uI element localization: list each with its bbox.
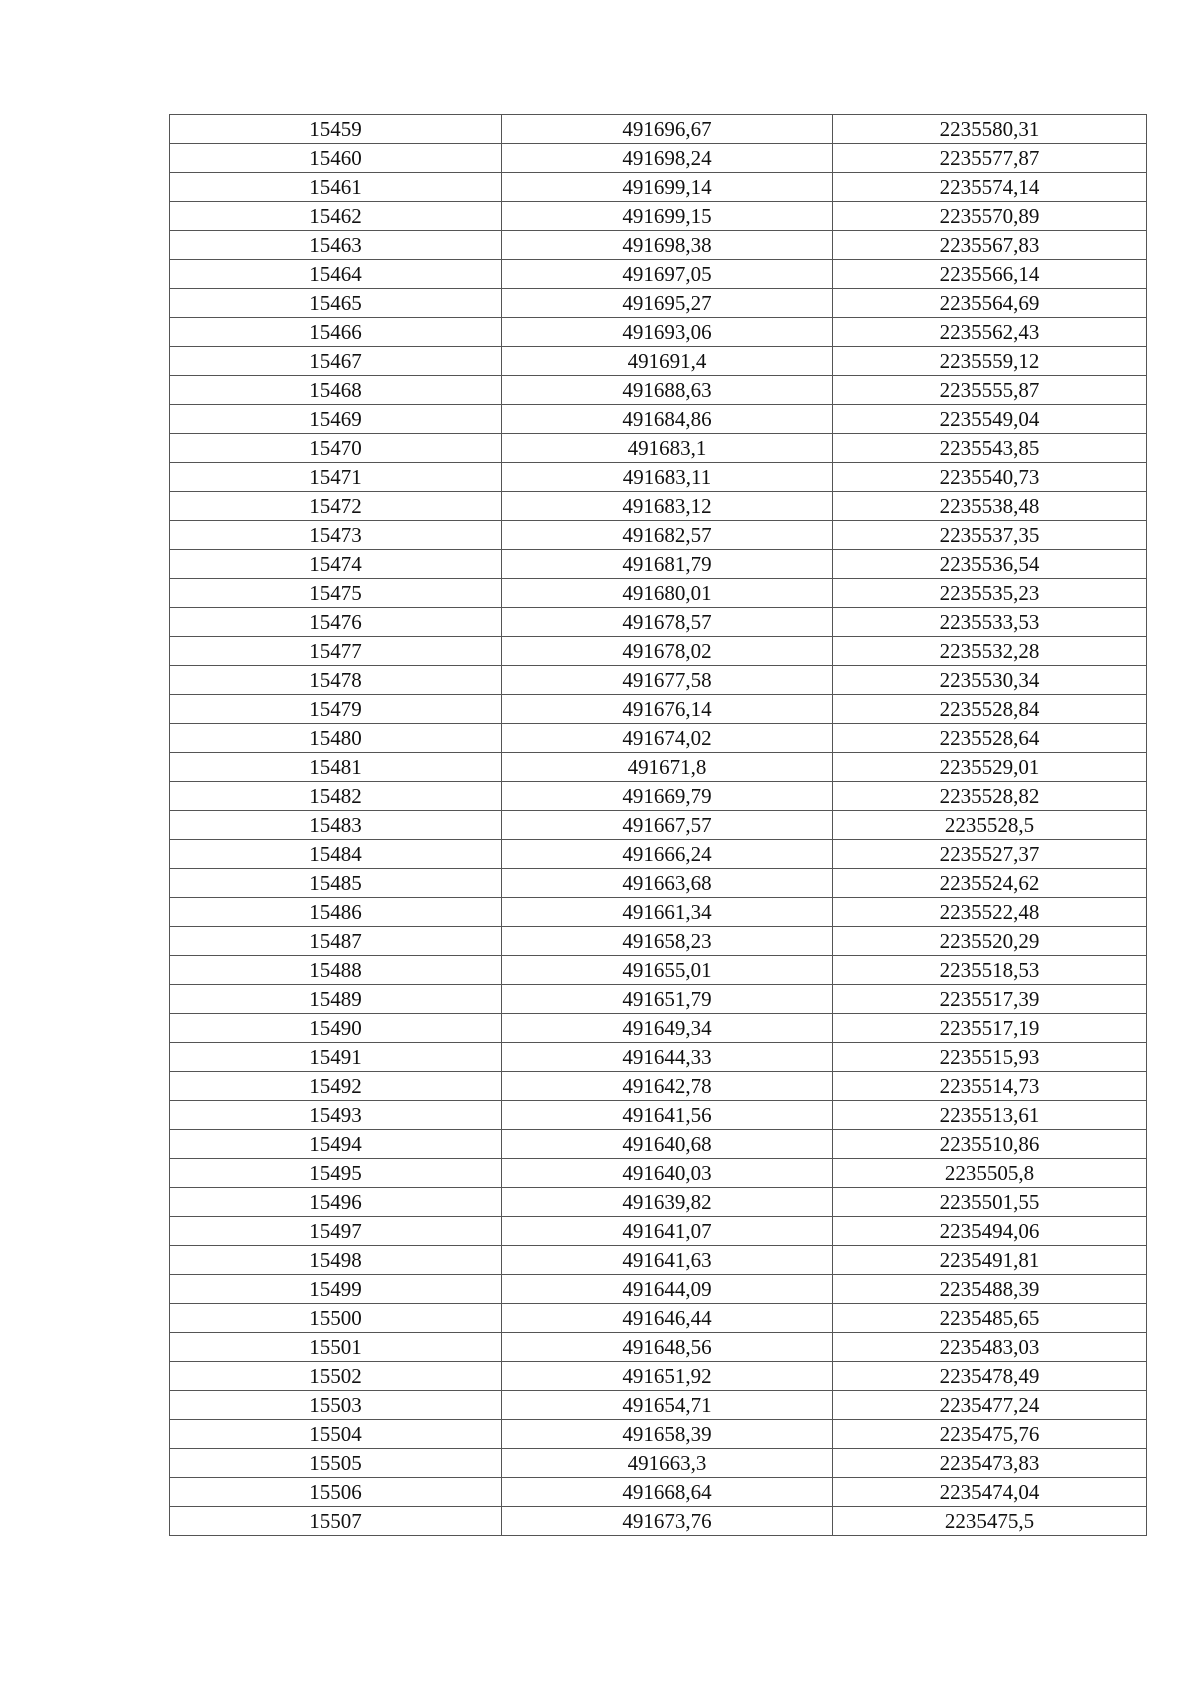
point-number-cell: 15461 bbox=[170, 173, 502, 202]
point-number-cell: 15462 bbox=[170, 202, 502, 231]
table-row bbox=[170, 898, 1147, 927]
table-row bbox=[170, 811, 1147, 840]
y-coordinate-cell: 2235532,28 bbox=[833, 637, 1147, 666]
y-coordinate-cell: 2235488,39 bbox=[833, 1275, 1147, 1304]
point-number-cell: 15473 bbox=[170, 521, 502, 550]
y-coordinate-cell: 2235520,29 bbox=[833, 927, 1147, 956]
table-row bbox=[170, 318, 1147, 347]
table-row bbox=[170, 492, 1147, 521]
y-coordinate-cell: 2235528,84 bbox=[833, 695, 1147, 724]
x-coordinate-cell: 491651,92 bbox=[502, 1362, 833, 1391]
y-coordinate-cell: 2235510,86 bbox=[833, 1130, 1147, 1159]
table-row bbox=[170, 1159, 1147, 1188]
x-coordinate-cell: 491648,56 bbox=[502, 1333, 833, 1362]
y-coordinate-cell: 2235483,03 bbox=[833, 1333, 1147, 1362]
x-coordinate-cell: 491663,68 bbox=[502, 869, 833, 898]
x-coordinate-cell: 491673,76 bbox=[502, 1507, 833, 1536]
point-number-cell: 15485 bbox=[170, 869, 502, 898]
x-coordinate-cell: 491688,63 bbox=[502, 376, 833, 405]
table-row bbox=[170, 115, 1147, 144]
y-coordinate-cell: 2235564,69 bbox=[833, 289, 1147, 318]
table-row bbox=[170, 1072, 1147, 1101]
table-row bbox=[170, 1188, 1147, 1217]
y-coordinate-cell: 2235559,12 bbox=[833, 347, 1147, 376]
y-coordinate-cell: 2235473,83 bbox=[833, 1449, 1147, 1478]
y-coordinate-cell: 2235528,5 bbox=[833, 811, 1147, 840]
point-number-cell: 15464 bbox=[170, 260, 502, 289]
table-row bbox=[170, 260, 1147, 289]
x-coordinate-cell: 491684,86 bbox=[502, 405, 833, 434]
x-coordinate-cell: 491640,03 bbox=[502, 1159, 833, 1188]
x-coordinate-cell: 491699,15 bbox=[502, 202, 833, 231]
x-coordinate-cell: 491697,05 bbox=[502, 260, 833, 289]
table-row bbox=[170, 869, 1147, 898]
y-coordinate-cell: 2235555,87 bbox=[833, 376, 1147, 405]
y-coordinate-cell: 2235485,65 bbox=[833, 1304, 1147, 1333]
point-number-cell: 15497 bbox=[170, 1217, 502, 1246]
x-coordinate-cell: 491674,02 bbox=[502, 724, 833, 753]
point-number-cell: 15466 bbox=[170, 318, 502, 347]
point-number-cell: 15463 bbox=[170, 231, 502, 260]
y-coordinate-cell: 2235474,04 bbox=[833, 1478, 1147, 1507]
coordinates-table-body bbox=[170, 115, 1147, 1536]
y-coordinate-cell: 2235533,53 bbox=[833, 608, 1147, 637]
x-coordinate-cell: 491680,01 bbox=[502, 579, 833, 608]
table-row bbox=[170, 724, 1147, 753]
point-number-cell: 15467 bbox=[170, 347, 502, 376]
x-coordinate-cell: 491696,67 bbox=[502, 115, 833, 144]
y-coordinate-cell: 2235513,61 bbox=[833, 1101, 1147, 1130]
point-number-cell: 15468 bbox=[170, 376, 502, 405]
y-coordinate-cell: 2235537,35 bbox=[833, 521, 1147, 550]
y-coordinate-cell: 2235478,49 bbox=[833, 1362, 1147, 1391]
point-number-cell: 15490 bbox=[170, 1014, 502, 1043]
x-coordinate-cell: 491642,78 bbox=[502, 1072, 833, 1101]
x-coordinate-cell: 491641,07 bbox=[502, 1217, 833, 1246]
table-row bbox=[170, 347, 1147, 376]
table-row bbox=[170, 1217, 1147, 1246]
point-number-cell: 15474 bbox=[170, 550, 502, 579]
table-row bbox=[170, 434, 1147, 463]
table-row bbox=[170, 231, 1147, 260]
x-coordinate-cell: 491644,33 bbox=[502, 1043, 833, 1072]
x-coordinate-cell: 491667,57 bbox=[502, 811, 833, 840]
x-coordinate-cell: 491658,23 bbox=[502, 927, 833, 956]
y-coordinate-cell: 2235518,53 bbox=[833, 956, 1147, 985]
y-coordinate-cell: 2235562,43 bbox=[833, 318, 1147, 347]
x-coordinate-cell: 491693,06 bbox=[502, 318, 833, 347]
table-row bbox=[170, 579, 1147, 608]
point-number-cell: 15496 bbox=[170, 1188, 502, 1217]
point-number-cell: 15477 bbox=[170, 637, 502, 666]
x-coordinate-cell: 491698,24 bbox=[502, 144, 833, 173]
table-row bbox=[170, 1275, 1147, 1304]
y-coordinate-cell: 2235517,19 bbox=[833, 1014, 1147, 1043]
point-number-cell: 15504 bbox=[170, 1420, 502, 1449]
point-number-cell: 15500 bbox=[170, 1304, 502, 1333]
x-coordinate-cell: 491663,3 bbox=[502, 1449, 833, 1478]
x-coordinate-cell: 491649,34 bbox=[502, 1014, 833, 1043]
table-row bbox=[170, 840, 1147, 869]
y-coordinate-cell: 2235527,37 bbox=[833, 840, 1147, 869]
x-coordinate-cell: 491646,44 bbox=[502, 1304, 833, 1333]
coordinates-table bbox=[169, 114, 1147, 1536]
table-row bbox=[170, 463, 1147, 492]
point-number-cell: 15498 bbox=[170, 1246, 502, 1275]
x-coordinate-cell: 491678,02 bbox=[502, 637, 833, 666]
point-number-cell: 15494 bbox=[170, 1130, 502, 1159]
table-row bbox=[170, 1391, 1147, 1420]
x-coordinate-cell: 491671,8 bbox=[502, 753, 833, 782]
x-coordinate-cell: 491651,79 bbox=[502, 985, 833, 1014]
point-number-cell: 15459 bbox=[170, 115, 502, 144]
x-coordinate-cell: 491676,14 bbox=[502, 695, 833, 724]
x-coordinate-cell: 491641,56 bbox=[502, 1101, 833, 1130]
table-row bbox=[170, 753, 1147, 782]
y-coordinate-cell: 2235535,23 bbox=[833, 579, 1147, 608]
table-row bbox=[170, 1420, 1147, 1449]
x-coordinate-cell: 491658,39 bbox=[502, 1420, 833, 1449]
point-number-cell: 15506 bbox=[170, 1478, 502, 1507]
y-coordinate-cell: 2235528,82 bbox=[833, 782, 1147, 811]
y-coordinate-cell: 2235540,73 bbox=[833, 463, 1147, 492]
x-coordinate-cell: 491682,57 bbox=[502, 521, 833, 550]
y-coordinate-cell: 2235536,54 bbox=[833, 550, 1147, 579]
table-row bbox=[170, 521, 1147, 550]
y-coordinate-cell: 2235524,62 bbox=[833, 869, 1147, 898]
x-coordinate-cell: 491644,09 bbox=[502, 1275, 833, 1304]
point-number-cell: 15475 bbox=[170, 579, 502, 608]
x-coordinate-cell: 491683,12 bbox=[502, 492, 833, 521]
table-row bbox=[170, 405, 1147, 434]
table-row bbox=[170, 1478, 1147, 1507]
x-coordinate-cell: 491668,64 bbox=[502, 1478, 833, 1507]
point-number-cell: 15499 bbox=[170, 1275, 502, 1304]
point-number-cell: 15469 bbox=[170, 405, 502, 434]
point-number-cell: 15492 bbox=[170, 1072, 502, 1101]
table-row bbox=[170, 1304, 1147, 1333]
y-coordinate-cell: 2235574,14 bbox=[833, 173, 1147, 202]
table-row bbox=[170, 927, 1147, 956]
table-row bbox=[170, 608, 1147, 637]
x-coordinate-cell: 491639,82 bbox=[502, 1188, 833, 1217]
x-coordinate-cell: 491683,1 bbox=[502, 434, 833, 463]
point-number-cell: 15489 bbox=[170, 985, 502, 1014]
point-number-cell: 15480 bbox=[170, 724, 502, 753]
y-coordinate-cell: 2235505,8 bbox=[833, 1159, 1147, 1188]
table-row bbox=[170, 985, 1147, 1014]
point-number-cell: 15484 bbox=[170, 840, 502, 869]
table-row bbox=[170, 173, 1147, 202]
y-coordinate-cell: 2235530,34 bbox=[833, 666, 1147, 695]
point-number-cell: 15488 bbox=[170, 956, 502, 985]
x-coordinate-cell: 491654,71 bbox=[502, 1391, 833, 1420]
x-coordinate-cell: 491641,63 bbox=[502, 1246, 833, 1275]
y-coordinate-cell: 2235515,93 bbox=[833, 1043, 1147, 1072]
table-row bbox=[170, 376, 1147, 405]
table-row bbox=[170, 1043, 1147, 1072]
y-coordinate-cell: 2235566,14 bbox=[833, 260, 1147, 289]
table-row bbox=[170, 202, 1147, 231]
x-coordinate-cell: 491661,34 bbox=[502, 898, 833, 927]
y-coordinate-cell: 2235528,64 bbox=[833, 724, 1147, 753]
y-coordinate-cell: 2235529,01 bbox=[833, 753, 1147, 782]
point-number-cell: 15471 bbox=[170, 463, 502, 492]
table-row bbox=[170, 1362, 1147, 1391]
point-number-cell: 15460 bbox=[170, 144, 502, 173]
x-coordinate-cell: 491691,4 bbox=[502, 347, 833, 376]
y-coordinate-cell: 2235570,89 bbox=[833, 202, 1147, 231]
table-row bbox=[170, 695, 1147, 724]
point-number-cell: 15478 bbox=[170, 666, 502, 695]
table-row bbox=[170, 637, 1147, 666]
table-row bbox=[170, 1333, 1147, 1362]
y-coordinate-cell: 2235475,76 bbox=[833, 1420, 1147, 1449]
point-number-cell: 15470 bbox=[170, 434, 502, 463]
y-coordinate-cell: 2235501,55 bbox=[833, 1188, 1147, 1217]
table-row bbox=[170, 1246, 1147, 1275]
table-row bbox=[170, 144, 1147, 173]
table-row bbox=[170, 666, 1147, 695]
y-coordinate-cell: 2235567,83 bbox=[833, 231, 1147, 260]
x-coordinate-cell: 491678,57 bbox=[502, 608, 833, 637]
x-coordinate-cell: 491677,58 bbox=[502, 666, 833, 695]
x-coordinate-cell: 491699,14 bbox=[502, 173, 833, 202]
x-coordinate-cell: 491669,79 bbox=[502, 782, 833, 811]
point-number-cell: 15483 bbox=[170, 811, 502, 840]
point-number-cell: 15493 bbox=[170, 1101, 502, 1130]
x-coordinate-cell: 491655,01 bbox=[502, 956, 833, 985]
y-coordinate-cell: 2235538,48 bbox=[833, 492, 1147, 521]
point-number-cell: 15479 bbox=[170, 695, 502, 724]
x-coordinate-cell: 491695,27 bbox=[502, 289, 833, 318]
table-row bbox=[170, 1130, 1147, 1159]
y-coordinate-cell: 2235543,85 bbox=[833, 434, 1147, 463]
point-number-cell: 15472 bbox=[170, 492, 502, 521]
y-coordinate-cell: 2235477,24 bbox=[833, 1391, 1147, 1420]
point-number-cell: 15491 bbox=[170, 1043, 502, 1072]
table-row bbox=[170, 289, 1147, 318]
y-coordinate-cell: 2235494,06 bbox=[833, 1217, 1147, 1246]
table-row bbox=[170, 956, 1147, 985]
table-row bbox=[170, 1507, 1147, 1536]
point-number-cell: 15465 bbox=[170, 289, 502, 318]
point-number-cell: 15505 bbox=[170, 1449, 502, 1478]
x-coordinate-cell: 491681,79 bbox=[502, 550, 833, 579]
point-number-cell: 15487 bbox=[170, 927, 502, 956]
table-row bbox=[170, 1449, 1147, 1478]
y-coordinate-cell: 2235522,48 bbox=[833, 898, 1147, 927]
table-row bbox=[170, 1014, 1147, 1043]
point-number-cell: 15486 bbox=[170, 898, 502, 927]
y-coordinate-cell: 2235549,04 bbox=[833, 405, 1147, 434]
table-row bbox=[170, 782, 1147, 811]
point-number-cell: 15481 bbox=[170, 753, 502, 782]
y-coordinate-cell: 2235577,87 bbox=[833, 144, 1147, 173]
y-coordinate-cell: 2235491,81 bbox=[833, 1246, 1147, 1275]
x-coordinate-cell: 491666,24 bbox=[502, 840, 833, 869]
table-row bbox=[170, 550, 1147, 579]
point-number-cell: 15476 bbox=[170, 608, 502, 637]
point-number-cell: 15502 bbox=[170, 1362, 502, 1391]
y-coordinate-cell: 2235475,5 bbox=[833, 1507, 1147, 1536]
table-row bbox=[170, 1101, 1147, 1130]
y-coordinate-cell: 2235517,39 bbox=[833, 985, 1147, 1014]
x-coordinate-cell: 491640,68 bbox=[502, 1130, 833, 1159]
point-number-cell: 15495 bbox=[170, 1159, 502, 1188]
point-number-cell: 15507 bbox=[170, 1507, 502, 1536]
y-coordinate-cell: 2235514,73 bbox=[833, 1072, 1147, 1101]
point-number-cell: 15501 bbox=[170, 1333, 502, 1362]
x-coordinate-cell: 491683,11 bbox=[502, 463, 833, 492]
point-number-cell: 15482 bbox=[170, 782, 502, 811]
x-coordinate-cell: 491698,38 bbox=[502, 231, 833, 260]
y-coordinate-cell: 2235580,31 bbox=[833, 115, 1147, 144]
point-number-cell: 15503 bbox=[170, 1391, 502, 1420]
